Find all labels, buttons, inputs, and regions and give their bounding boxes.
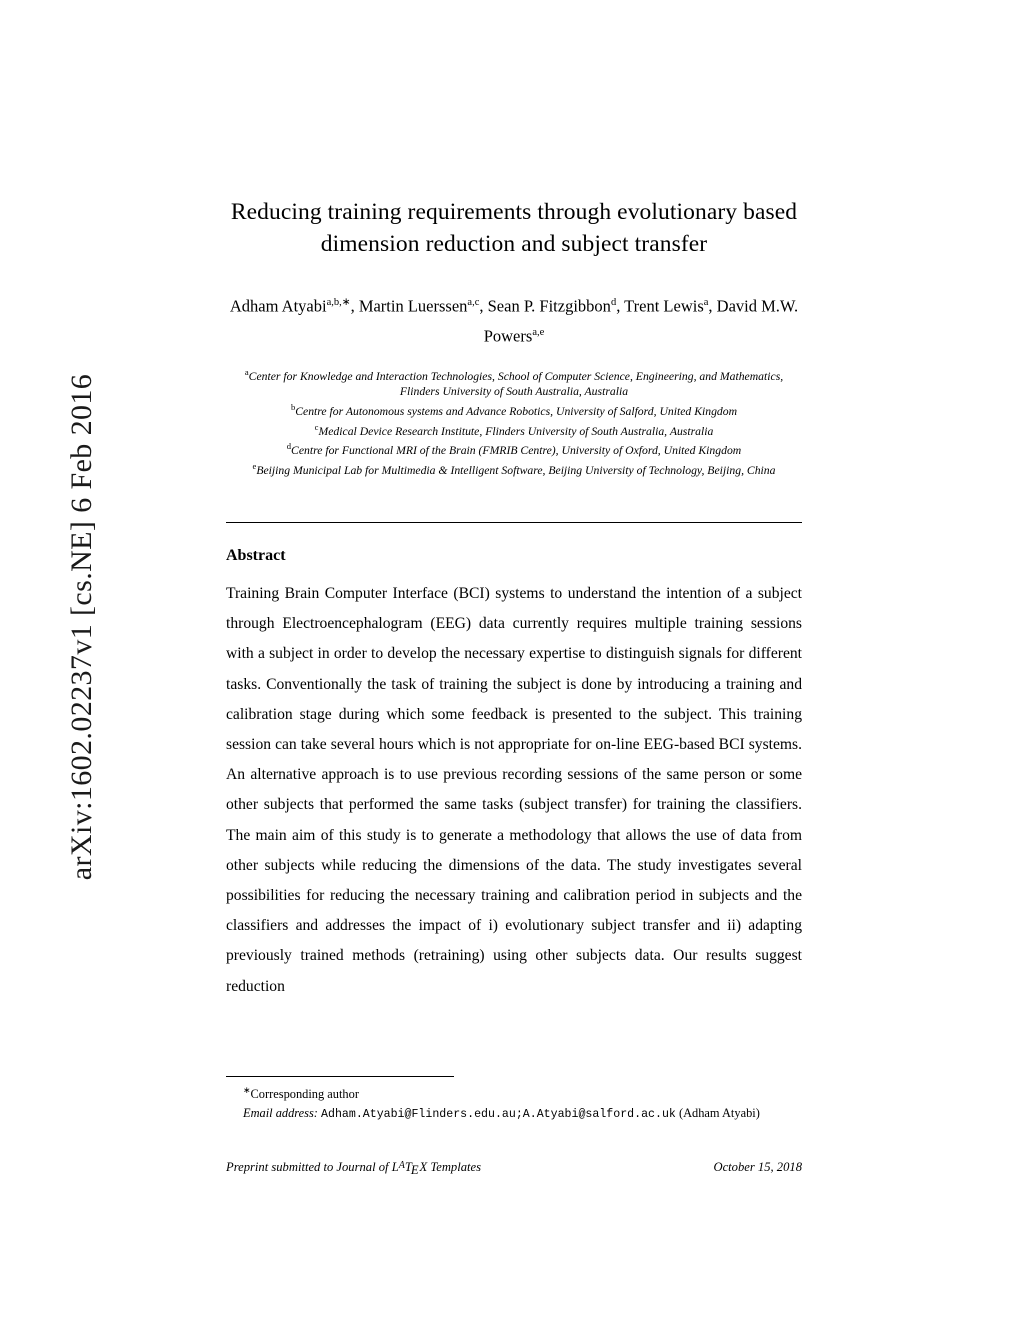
affiliation-item [226, 459, 802, 478]
affiliation-item [226, 420, 802, 439]
arxiv-identifier-stamp: arXiv:1602.02237v1 [cs.NE] 6 Feb 2016 [65, 373, 98, 881]
affiliation-item [226, 439, 802, 458]
abstract-text: Training Brain Computer Interface (BCI) systems to understand the intention of a subject through Electroencephalogram (EEG) data currently requires multiple training sessions with a subject in order to develop the necessary expertise to distinguish signals for different tasks. Conventionally the task of training the subject is done by introducing a training and calibration stage during which some feedback is presented to the subject. This training session can take several hours which is not appropriate for on-line EEG-based BCI systems. An alternative approach is to use previous recording sessions of the same person or some other subjects that performed the same tasks (subject transfer) for training the classifiers. The main aim of this study is to generate a methodology that allows the use of data from other subjects while reducing the dimensions of the data. The study investigates several possibilities for reducing the necessary training and calibration period in subjects and the classifiers and addresses the impact of i) evolutionary subject transfer and ii) adapting previously trained methods (retraining) using other subjects data. Our results suggest reduction [226, 585, 802, 995]
affiliation-item [226, 400, 802, 419]
paper-page [226, 0, 802, 1325]
author-affiliation-marker: a,e [532, 326, 545, 338]
footer-submission-prefix: Preprint submitted to Journal of [226, 1160, 392, 1174]
abstract-heading: Abstract [226, 547, 286, 565]
footer-submission-suffix: Templates [427, 1160, 482, 1174]
affiliation-marker: d [286, 441, 292, 452]
footnote-corresponding-author [226, 1082, 802, 1104]
author-affiliation-marker: a,b,∗ [326, 297, 351, 308]
footer-submission-note [226, 1160, 481, 1175]
author-name: Martin Luerssen [358, 296, 468, 316]
footnote-email-addresses[interactable]: Adham.Atyabi@Flinders.edu.au;A.Atyabi@salford.ac.uk [321, 1107, 676, 1121]
horizontal-divider [226, 522, 802, 523]
author-affiliation-marker: a,c [467, 297, 480, 308]
author-affiliation-marker: d [610, 297, 617, 308]
author-name: Sean P. Fitzgibbon [487, 296, 611, 316]
page-footer [226, 1160, 802, 1175]
affiliation-list [226, 365, 802, 478]
footnote-corresponding-text: Corresponding author [250, 1087, 359, 1102]
affiliation-marker: e [252, 460, 257, 471]
affiliation-text: Medical Device Research Institute, Flinders University of South Australia, Australia [318, 424, 714, 438]
affiliation-marker: c [314, 421, 319, 432]
author-separator: , [350, 296, 359, 316]
latex-logo: $L^ATEX$ [391, 1160, 428, 1177]
author-list [226, 290, 802, 349]
author-affiliation-marker: a [703, 297, 709, 308]
footnote-divider [226, 1076, 454, 1077]
author-separator: , [616, 296, 625, 316]
title-text: Reducing training requirements through evolutionary based dimension reduction and subject transfer [230, 199, 798, 257]
footnote-email-owner: (Adham Atyabi) [678, 1105, 760, 1120]
page-title [226, 196, 802, 260]
author-separator: , [479, 296, 488, 316]
affiliation-marker: b [290, 402, 296, 413]
footnote-block [226, 1082, 802, 1123]
affiliation-text: Center for Knowledge and Interaction Technologies, School of Computer Science, Engineering, and Mathematics, Flinders University of South Australia, Australia [248, 369, 784, 399]
author-separator: , [708, 296, 713, 316]
affiliation-marker: a [244, 367, 249, 377]
footnote-marker: ∗ [243, 1085, 251, 1095]
footer-date: October 15, 2018 [713, 1160, 802, 1174]
footnote-email-label: Email address: [243, 1105, 318, 1120]
affiliation-text: Centre for Functional MRI of the Brain (FMRIB Centre), University of Oxford, United Kingdom [291, 443, 742, 457]
author-name: Trent Lewis [624, 296, 704, 316]
footnote-email [226, 1105, 802, 1124]
affiliation-item [226, 365, 802, 400]
author-name: Adham Atyabi [229, 296, 327, 316]
affiliation-text: Centre for Autonomous systems and Advance Robotics, University of Salford, United Kingdom [295, 404, 738, 418]
author-name: David M.W. Powers [483, 296, 799, 345]
affiliation-text: Beijing Municipal Lab for Multimedia & Intelligent Software, Beijing University of Technology, Beijing, China [256, 463, 776, 477]
